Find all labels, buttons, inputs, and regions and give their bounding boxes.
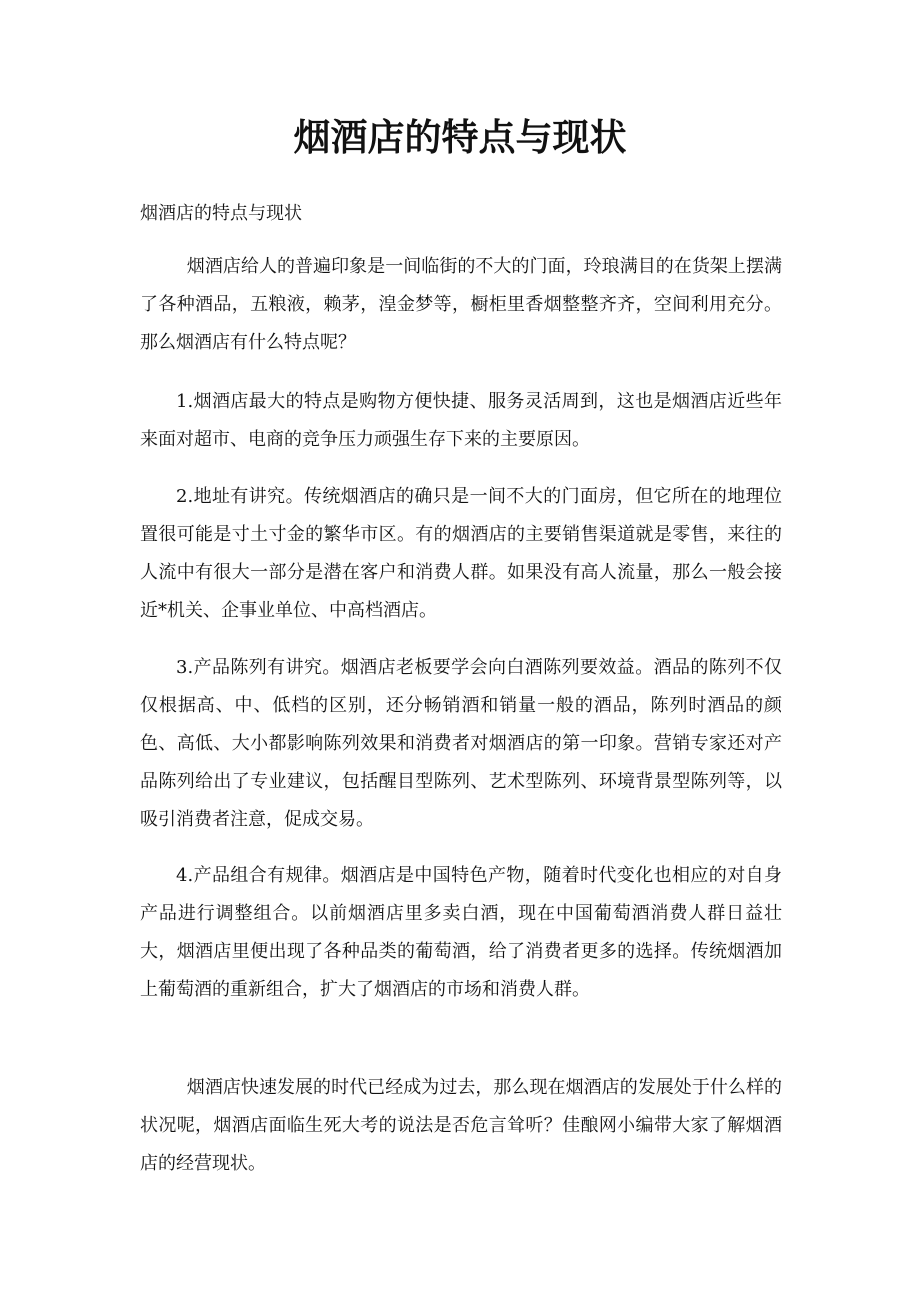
paragraph-intro: 烟酒店给人的普遍印象是一间临街的不大的门面，玲琅满目的在货架上摆满了各种酒品，五粮液，赖茅，湟金梦等，橱柜里香烟整整齐齐，空间利用充分。那么烟酒店有什么特点呢？ [140,256,782,353]
paragraph-point-3: 3.产品陈列有讲究。烟酒店老板要学会向白酒陈列要效益。酒品的陈列不仅仅根据高、中、低档的区别，还分畅销酒和销量一般的酒品，陈列时酒品的颜色、高低、大小都影响陈列效果和消费者对烟酒店的第一印象。营销专家还对产品陈列给出了专业建议，包括醒目型陈列、艺术型陈列、环境背景型陈列等，以吸引消费者注意，促成交易。 [140,657,782,830]
paragraph-point-1: 1.烟酒店最大的特点是购物方便快捷、服务灵活周到，这也是烟酒店近些年来面对超市、电商的竞争压力顽强生存下来的主要原因。 [140,391,782,450]
paragraph-point-4: 4.产品组合有规律。烟酒店是中国特色产物，随着时代变化也相应的对自身产品进行调整组合。以前烟酒店里多卖白酒，现在中国葡萄酒消费人群日益壮大，烟酒店里便出现了各种品类的葡萄酒，给了消费者更多的选择。传统烟酒加上葡萄酒的重新组合，扩大了烟酒店的市场和消费人群。 [140,865,782,1000]
paragraph-point-2: 2.地址有讲究。传统烟酒店的确只是一间不大的门面房，但它所在的地理位置很可能是寸土寸金的繁华市区。有的烟酒店的主要销售渠道就是零售，来往的人流中有很大一部分是潜在客户和消费人群。如果没有高人流量，那么一般会接近*机关、企事业单位、中高档酒店。 [140,486,782,621]
document-subtitle: 烟酒店的特点与现状 [140,203,302,224]
document-title: 烟酒店的特点与现状 [293,115,627,159]
paragraph-conclusion: 烟酒店快速发展的时代已经成为过去，那么现在烟酒店的发展处于什么样的状况呢，烟酒店面临生死大考的说法是否危言耸听？佳酿网小编带大家了解烟酒店的经营现状。 [140,1077,782,1174]
